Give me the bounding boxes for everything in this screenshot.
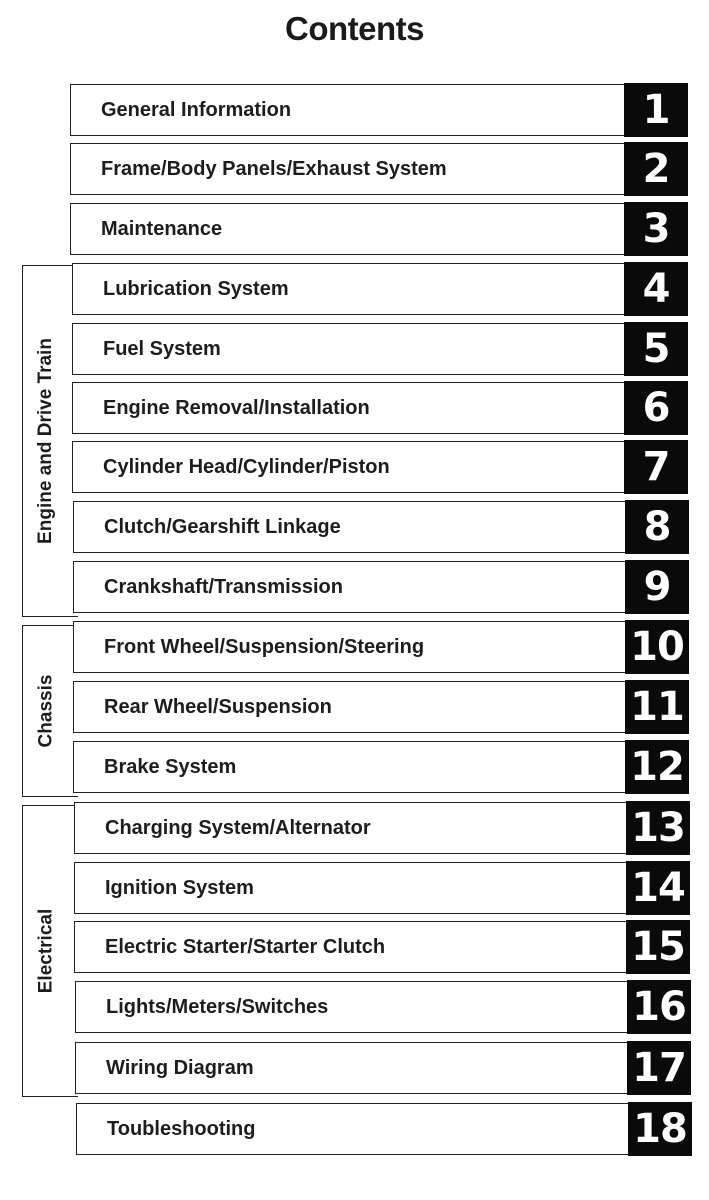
toc-number: 16 <box>627 980 691 1033</box>
toc-row-15[interactable] <box>74 921 690 973</box>
group-label-engine <box>22 265 70 617</box>
toc-number: 3 <box>624 202 688 255</box>
toc-label: Fuel System <box>103 337 221 360</box>
toc-label: Clutch/Gearshift Linkage <box>104 515 341 538</box>
toc-number: 6 <box>624 381 688 434</box>
group-label-chassis-text: Chassis <box>35 674 56 748</box>
toc-row-11[interactable] <box>73 681 689 733</box>
toc-number: 2 <box>624 142 688 195</box>
toc-label: Toubleshooting <box>107 1117 256 1140</box>
toc-row-16[interactable] <box>75 981 691 1033</box>
toc-row-1[interactable] <box>70 84 688 136</box>
toc-number: 17 <box>627 1041 691 1094</box>
toc-row-4[interactable] <box>72 263 688 315</box>
toc-number: 5 <box>624 322 688 375</box>
page-title: Contents <box>285 10 424 47</box>
toc-row-17[interactable] <box>75 1042 691 1094</box>
toc-label: Rear Wheel/Suspension <box>104 695 332 718</box>
group-label-electrical-text: Electrical <box>35 908 56 994</box>
toc-label: Brake System <box>104 755 237 778</box>
toc-label: Crankshaft/Transmission <box>104 575 343 598</box>
toc-row-8[interactable] <box>73 501 689 553</box>
toc-label: Ignition System <box>105 876 254 899</box>
toc-row-3[interactable] <box>70 203 688 255</box>
toc-row-7[interactable] <box>72 441 688 493</box>
toc-label: General Information <box>101 98 292 121</box>
toc-number: 12 <box>625 740 689 793</box>
toc-label: Maintenance <box>101 217 223 240</box>
toc-label: Lubrication System <box>103 277 289 300</box>
toc-row-13[interactable] <box>74 802 690 854</box>
toc-number: 9 <box>625 560 689 613</box>
toc-label: Frame/Body Panels/Exhaust System <box>101 157 447 180</box>
toc-label: Lights/Meters/Switches <box>106 995 329 1018</box>
toc-row-9[interactable] <box>73 561 689 613</box>
toc-number: 11 <box>625 680 689 733</box>
toc-label: Cylinder Head/Cylinder/Piston <box>103 455 390 478</box>
toc-label: Charging System/Alternator <box>105 816 371 839</box>
toc-row-18[interactable] <box>76 1103 692 1155</box>
toc-label: Engine Removal/Installation <box>103 396 370 419</box>
toc-row-5[interactable] <box>72 323 688 375</box>
toc-number: 7 <box>624 440 688 493</box>
group-label-chassis <box>22 625 70 797</box>
toc-number: 14 <box>626 861 690 914</box>
toc-row-10[interactable] <box>73 621 689 673</box>
toc-label: Wiring Diagram <box>106 1056 254 1079</box>
group-label-engine-text: Engine and Drive Train <box>35 338 57 544</box>
toc-label: Front Wheel/Suspension/Steering <box>104 635 425 658</box>
toc-row-2[interactable] <box>70 143 688 195</box>
toc-number: 1 <box>624 83 688 136</box>
toc-number: 10 <box>625 620 689 673</box>
toc-number: 18 <box>628 1102 692 1155</box>
toc-row-12[interactable] <box>73 741 689 793</box>
toc-number: 13 <box>626 801 690 854</box>
toc-number: 15 <box>626 920 690 973</box>
toc-number: 4 <box>624 262 688 315</box>
group-label-electrical <box>22 805 70 1097</box>
toc-label: Electric Starter/Starter Clutch <box>105 935 386 958</box>
toc-number: 8 <box>625 500 689 553</box>
toc-row-6[interactable] <box>72 382 688 434</box>
toc-row-14[interactable] <box>74 862 690 914</box>
